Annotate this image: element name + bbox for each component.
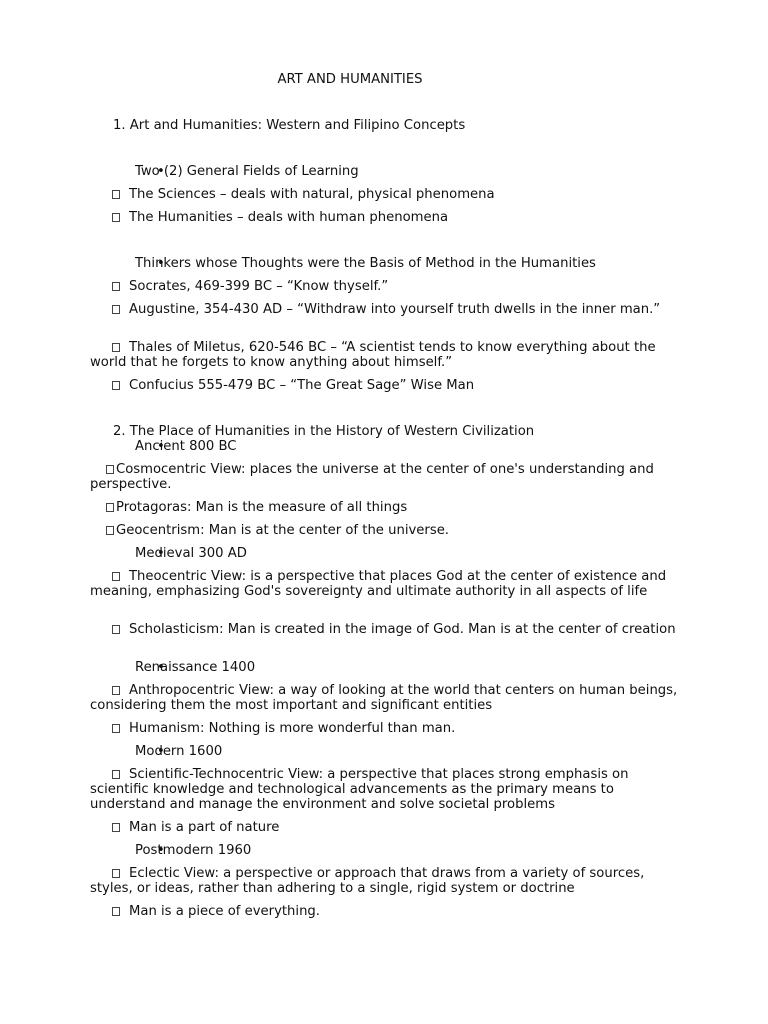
item-geocentrism: Geocentrism: Man is at the center of the universe. (90, 523, 680, 538)
item-part-of-nature: Man is a part of nature (90, 820, 680, 835)
bullet-general-fields: • Two (2) General Fields of Learning (90, 164, 680, 179)
item-confucius: Confucius 555-479 BC – “The Great Sage” Wise Man (90, 378, 680, 393)
item-eclectic: Eclectic View: a perspective or approach that draws from a variety of sources, styles, or ideas, rather than adhering to a single, rigid system or doctrine (90, 866, 680, 896)
item-scholasticism: Scholasticism: Man is created in the image of God. Man is at the center of creation (90, 622, 680, 637)
item-socrates: Socrates, 469-399 BC – “Know thyself.” (90, 279, 680, 294)
item-cosmocentric: Cosmocentric View: places the universe at the center of one's understanding and perspective. (90, 462, 680, 492)
item-humanism: Humanism: Nothing is more wonderful than man. (90, 721, 680, 736)
item-protagoras: Protagoras: Man is the measure of all things (90, 500, 680, 515)
period-medieval: • Medieval 300 AD (90, 546, 680, 561)
item-thales: Thales of Miletus, 620-546 BC – “A scientist tends to know everything about the world that he forgets to know anything about himself.” (90, 340, 680, 370)
item-theocentric: Theocentric View: is a perspective that places God at the center of existence and meaning, emphasizing God's sovereignty and ultimate authority in all aspects of life (90, 569, 680, 599)
item-anthropocentric: Anthropocentric View: a way of looking at the world that centers on human beings, considering them the most important and significant entities (90, 683, 680, 713)
period-renaissance: • Renaissance 1400 (90, 660, 680, 675)
bullet-thinkers: • Thinkers whose Thoughts were the Basis of Method in the Humanities (90, 256, 680, 271)
period-postmodern: • Postmodern 1960 (90, 843, 680, 858)
item-humanities: The Humanities – deals with human phenomena (90, 210, 680, 225)
item-augustine: Augustine, 354-430 AD – “Withdraw into yourself truth dwells in the inner man.” (90, 302, 680, 317)
period-modern: • Modern 1600 (90, 744, 680, 759)
item-piece-of-everything: Man is a piece of everything. (90, 904, 680, 919)
period-ancient: • Ancient 800 BC (90, 439, 680, 454)
section-heading-1: 1. Art and Humanities: Western and Filipino Concepts (113, 118, 466, 133)
item-scientific-technocentric: Scientific-Technocentric View: a perspective that places strong emphasis on scientific knowledge and technological advancements as the primary means to understand and manage the environment and solve societal problems (90, 767, 680, 812)
item-sciences: The Sciences – deals with natural, physical phenomena (90, 187, 680, 202)
section-heading-2: 2. The Place of Humanities in the History of Western Civilization (113, 424, 535, 439)
document-title: ART AND HUMANITIES (277, 72, 423, 87)
